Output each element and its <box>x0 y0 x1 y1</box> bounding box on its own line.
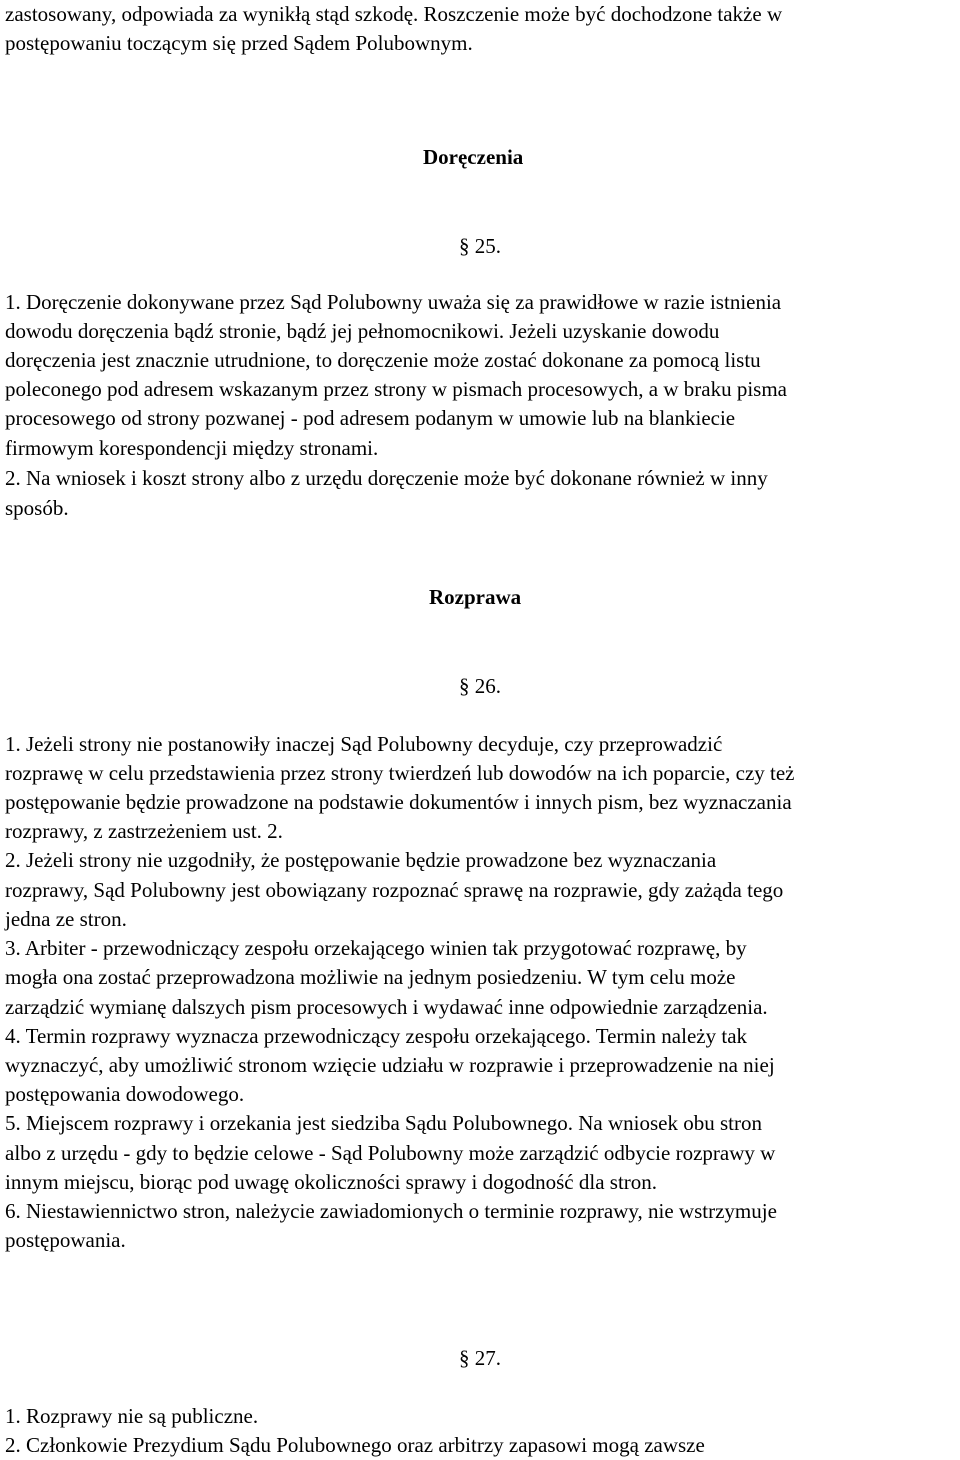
text-line: postępowaniu toczącym się przed Sądem Polubownym. <box>5 31 473 55</box>
paragraph-number: § 27. <box>459 1346 501 1370</box>
paragraph-number: § 26. <box>459 674 501 698</box>
text-line: 2. Jeżeli strony nie uzgodniły, że postępowanie będzie prowadzone bez wyznaczania <box>5 848 717 872</box>
text-line: 3. Arbiter - przewodniczący zespołu orzekającego winien tak przygotować rozprawę, by <box>5 936 747 960</box>
text-line: sposób. <box>5 496 69 520</box>
text-line: dowodu doręczenia bądź stronie, bądź jej pełnomocnikowi. Jeżeli uzyskanie dowodu <box>5 319 720 343</box>
text-line: zarządzić wymianę dalszych pism procesowych i wydawać inne odpowiednie zarządzenia. <box>5 995 768 1019</box>
text-line: rozprawy, z zastrzeżeniem ust. 2. <box>5 819 283 843</box>
text-line: postępowania dowodowego. <box>5 1082 245 1106</box>
text-line: 6. Niestawiennictwo stron, należycie zawiadomionych o terminie rozprawy, nie wstrzymuje <box>5 1199 777 1223</box>
text-line: rozprawy, Sąd Polubowny jest obowiązany rozpoznać sprawę na rozprawie, gdy zażąda tego <box>5 878 784 902</box>
text-line: postępowanie będzie prowadzone na podstawie dokumentów i innych pism, bez wyznaczania <box>5 790 792 814</box>
text-line: postępowania. <box>5 1228 126 1252</box>
text-line: rozprawę w celu przedstawienia przez strony twierdzeń lub dowodów na ich poparcie, czy też <box>5 761 795 785</box>
text-line: 2. Członkowie Prezydium Sądu Polubownego oraz arbitrzy zapasowi mogą zawsze <box>5 1433 705 1457</box>
text-line: innym miejscu, biorąc pod uwagę okoliczności sprawy i dogodność dla stron. <box>5 1170 658 1194</box>
text-line: firmowym korespondencji między stronami. <box>5 436 379 460</box>
text-line: wyznaczyć, aby umożliwić stronom wzięcie udziału w rozprawie i przeprowadzenie na niej <box>5 1053 775 1077</box>
text-line: mogła ona zostać przeprowadzona możliwie na jednym posiedzeniu. W tym celu może <box>5 965 736 989</box>
text-line: 1. Doręczenie dokonywane przez Sąd Polubowny uważa się za prawidłowe w razie istnienia <box>5 290 782 314</box>
text-line: 2. Na wniosek i koszt strony albo z urzędu doręczenie może być dokonane również w inny <box>5 466 768 490</box>
section-heading-doreczenia: Doręczenia <box>423 145 524 169</box>
text-line: 1. Jeżeli strony nie postanowiły inaczej Sąd Polubowny decyduje, czy przeprowadzić <box>5 732 723 756</box>
text-line: zastosowany, odpowiada za wynikłą stąd szkodę. Roszczenie może być dochodzone także w <box>5 2 783 26</box>
text-line: 4. Termin rozprawy wyznacza przewodniczący zespołu orzekającego. Termin należy tak <box>5 1024 748 1048</box>
text-line: 1. Rozprawy nie są publiczne. <box>5 1404 259 1428</box>
text-line: doręczenia jest znacznie utrudnione, to doręczenie może zostać dokonane za pomocą listu <box>5 348 761 372</box>
paragraph-number: § 25. <box>459 234 501 258</box>
text-line: poleconego pod adresem wskazanym przez strony w pismach procesowych, a w braku pisma <box>5 377 788 401</box>
text-line: jedna ze stron. <box>5 907 127 931</box>
text-line: albo z urzędu - gdy to będzie celowe - Sąd Polubowny może zarządzić odbycie rozprawy w <box>5 1141 776 1165</box>
text-line: procesowego od strony pozwanej - pod adresem podanym w umowie lub na blankiecie <box>5 406 736 430</box>
text-line: 5. Miejscem rozprawy i orzekania jest siedziba Sądu Polubownego. Na wniosek obu stron <box>5 1111 762 1135</box>
section-heading-rozprawa: Rozprawa <box>429 585 522 609</box>
